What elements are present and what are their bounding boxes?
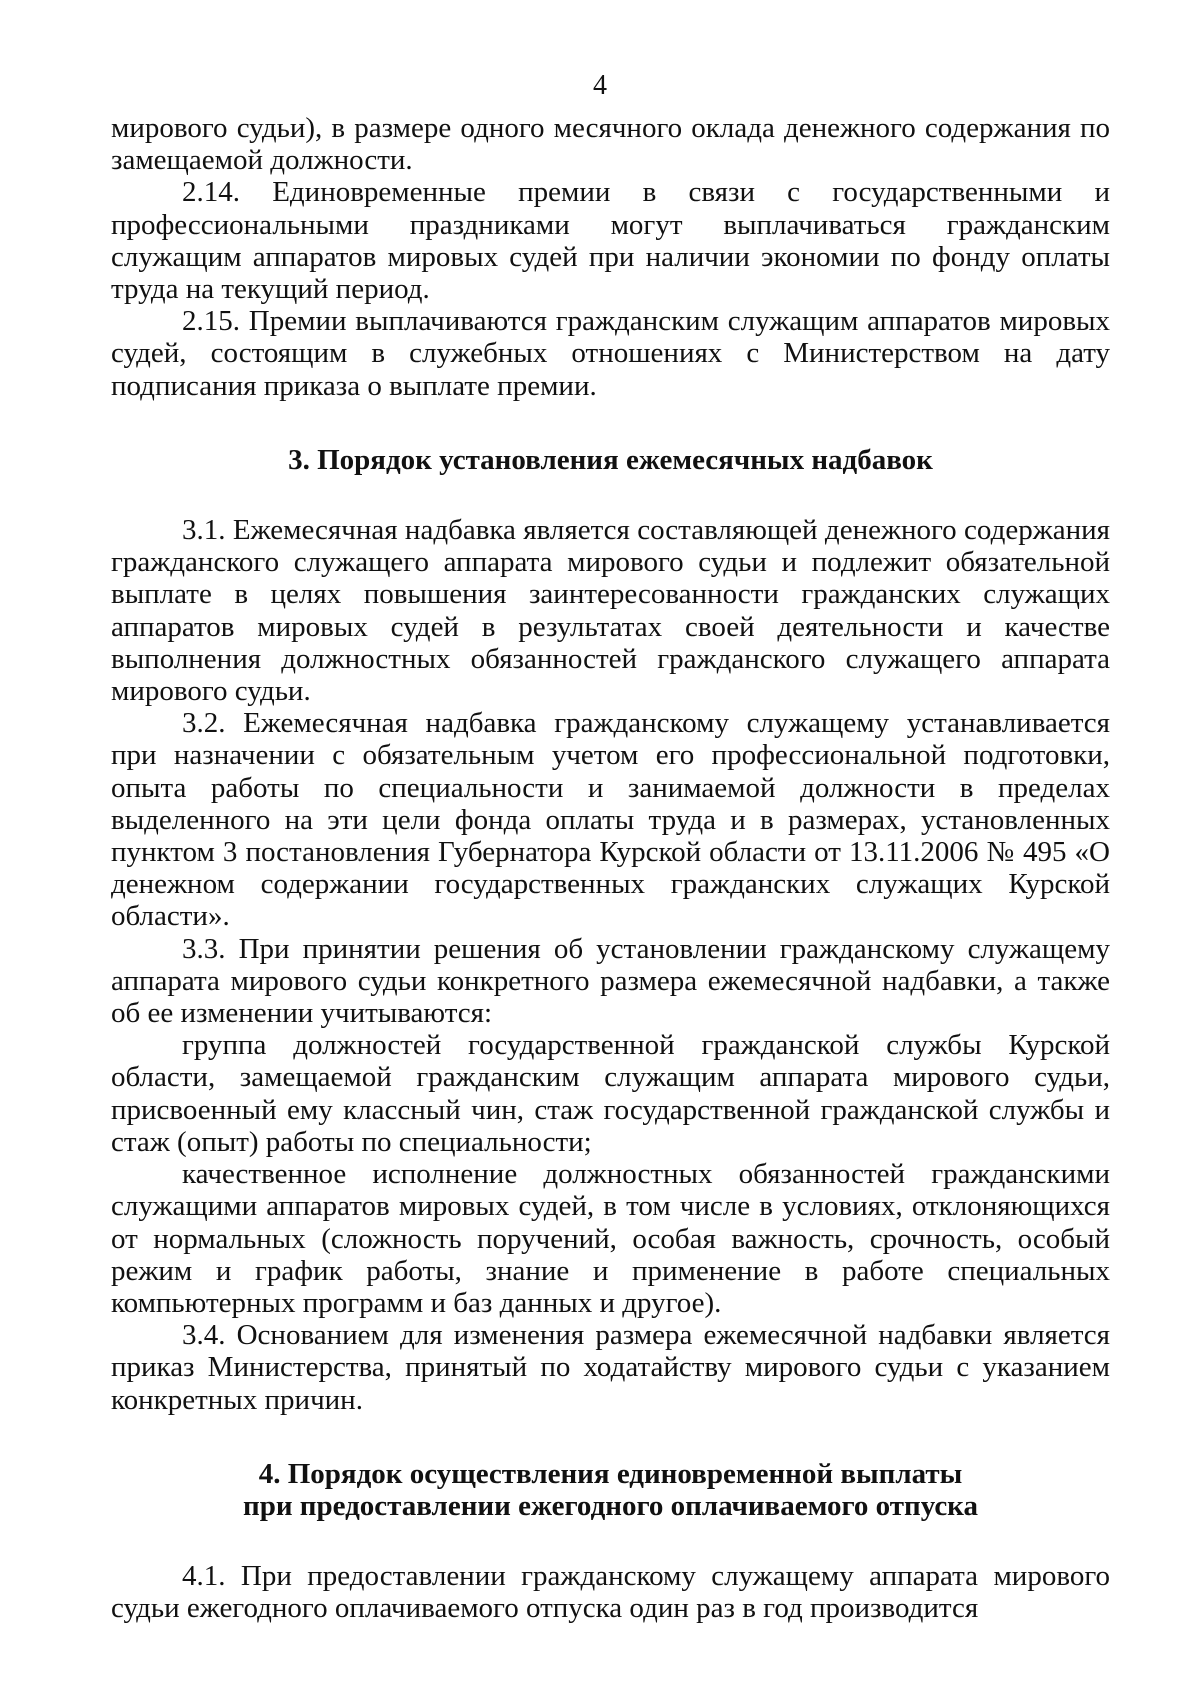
paragraph-continuation: мирового судьи), в размере одного месячного оклада денежного содержания по замещаемой должности. xyxy=(111,112,1110,177)
paragraph-3-3-quality: качественное исполнение должностных обязанностей гражданскими служащими аппаратов мировых судей, в том числе в условиях, отклоняющихся от нормальных (сложность поручений, особая важность, срочность, особый режим и график работы, знание и применение в работе специальных компьютерных программ и баз данных и другое). xyxy=(111,1158,1110,1319)
paragraph-2-15: 2.15. Премии выплачиваются гражданским служащим аппаратов мировых судей, состоящим в служебных отношениях с Министерством на дату подписания приказа о выплате премии. xyxy=(111,305,1110,402)
section-3-heading: 3. Порядок установления ежемесячных надбавок xyxy=(288,443,933,476)
paragraph-4-1: 4.1. При предоставлении гражданскому служащему аппарата мирового судьи ежегодного оплачиваемого отпуска один раз в год производится xyxy=(111,1560,1110,1625)
paragraph-3-4: 3.4. Основанием для изменения размера ежемесячной надбавки является приказ Министерства, принятый по ходатайству мирового судьи с указанием конкретных причин. xyxy=(111,1319,1110,1416)
section-4-heading xyxy=(111,1458,1110,1522)
document-body xyxy=(111,112,1110,1625)
section-4-heading-line1: 4. Порядок осуществления единовременной выплаты xyxy=(258,1457,963,1490)
paragraph-3-3-group: группа должностей государственной гражданской службы Курской области, замещаемой гражданским служащим аппарата мирового судьи, присвоенный ему классный чин, стаж государственной гражданской службы и стаж (опыт) работы по специальности; xyxy=(111,1029,1110,1158)
paragraph-3-3: 3.3. При принятии решения об установлении гражданскому служащему аппарата мирового судьи конкретного размера ежемесячной надбавки, а также об ее изменении учитываются: xyxy=(111,932,1110,1030)
page-number: 4 xyxy=(593,70,607,101)
paragraph-3-2: 3.2. Ежемесячная надбавка гражданскому служащему устанавливается при назначении с обязательным учетом его профессиональной подготовки, опыта работы по специальности и занимаемой должности в пределах выделенного на эти цели фонда оплаты труда и в размерах, установленных пунктом 3 постановления Губернатора Курской области от 13.11.2006 № 495 «О денежном содержании государственных гражданских служащих Курской области». xyxy=(111,707,1110,933)
section-4-heading-line2: при предоставлении ежегодного оплачиваемого отпуска xyxy=(243,1489,978,1522)
paragraph-3-1: 3.1. Ежемесячная надбавка является составляющей денежного содержания гражданского служащего аппарата мирового судьи и подлежит обязательной выплате в целях повышения заинтересованности гражданских служащих аппаратов мировых судей в результатах своей деятельности и качестве выполнения должностных обязанностей гражданского служащего аппарата мирового судьи. xyxy=(111,514,1110,708)
paragraph-2-14: 2.14. Единовременные премии в связи с государственными и профессиональными праздниками могут выплачиваться гражданским служащим аппаратов мировых судей при наличии экономии по фонду оплаты труда на текущий период. xyxy=(111,176,1110,306)
